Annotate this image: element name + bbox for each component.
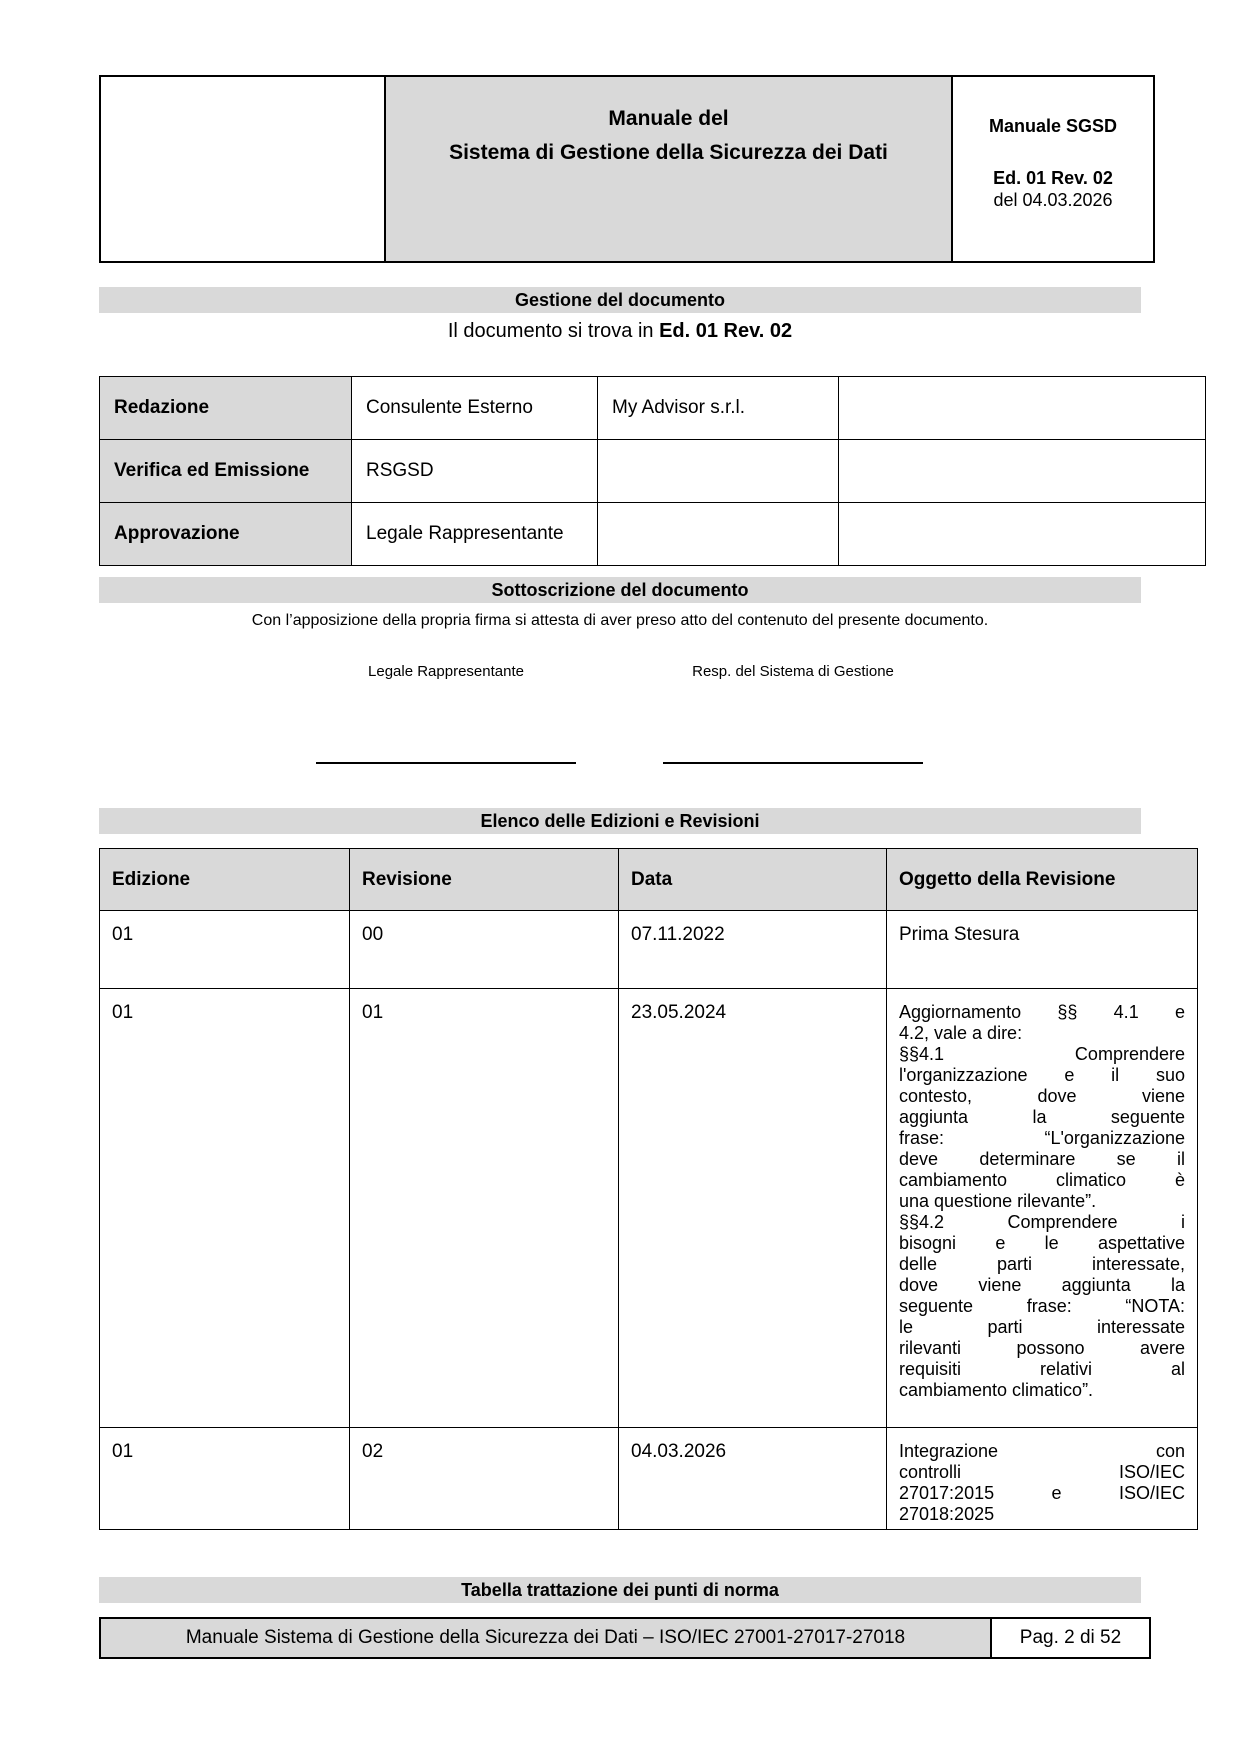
location-prefix: Il documento si trova in — [447, 320, 660, 342]
revision-text-line: le parti interessate — [899, 1317, 1185, 1337]
document-title-cell — [385, 76, 952, 262]
revisions-header-row — [100, 849, 1198, 911]
signature-statement: Con l’apposizione della propria firma si attesta di aver preso atto del contenuto del presente documento. — [251, 612, 989, 629]
revision-text-line: contesto, dove viene — [899, 1086, 1185, 1106]
revision-text-line: §§4.2 Comprendere i — [899, 1212, 1185, 1232]
document-code: Manuale SGSD — [988, 116, 1118, 136]
revision-text-line: controlli ISO/IEC — [899, 1462, 1185, 1482]
column-header-edizione: Edizione — [100, 849, 350, 911]
signature-label-legale: Legale Rappresentante — [368, 663, 524, 680]
section-band-gestione: Gestione del documento — [99, 287, 1141, 313]
row-label-verifica: Verifica ed Emissione — [100, 440, 352, 503]
revision-revisione: 00 — [350, 911, 619, 989]
revision-oggetto: Prima Stesura — [887, 911, 1198, 989]
revision-text-line: Aggiornamento §§ 4.1 e — [899, 1002, 1185, 1022]
revision-edizione: 01 — [100, 1428, 350, 1530]
section-band-elenco: Elenco delle Edizioni e Revisioni — [99, 808, 1141, 834]
document-title-line1: Manuale del — [608, 107, 729, 130]
column-header-revisione: Revisione — [350, 849, 619, 911]
revision-text-line: Integrazione con — [899, 1441, 1185, 1461]
header-table — [99, 75, 1155, 263]
table-row — [100, 440, 1206, 503]
revision-text-line: bisogni e le aspettative — [899, 1233, 1185, 1253]
logo-cell — [100, 76, 385, 262]
table-row — [100, 377, 1206, 440]
revision-text-line: requisiti relativi al — [899, 1359, 1185, 1379]
revision-text-line: 27017:2015 e ISO/IEC — [899, 1483, 1185, 1503]
column-header-data: Data — [619, 849, 887, 911]
document-code-cell — [952, 76, 1154, 262]
revision-text-line: frase: “L'organizzazione — [899, 1128, 1185, 1148]
approvazione-role: Legale Rappresentante — [352, 503, 598, 566]
revision-oggetto — [887, 1428, 1198, 1530]
row-label-redazione: Redazione — [100, 377, 352, 440]
revisions-table — [99, 848, 1198, 1530]
revision-revisione: 01 — [350, 989, 619, 1428]
location-edition: Ed. 01 Rev. 02 — [659, 320, 793, 342]
section-band-norma: Tabella trattazione dei punti di norma — [99, 1577, 1141, 1603]
revision-row — [100, 911, 1198, 989]
approvazione-extra — [839, 503, 1206, 566]
revision-text-line: cambiamento climatico”. — [899, 1380, 1094, 1400]
footer-document-title: Manuale Sistema di Gestione della Sicurezza dei Dati – ISO/IEC 27001-27017-27018 — [100, 1618, 991, 1658]
revision-text-line: una questione rilevante”. — [899, 1191, 1097, 1211]
verifica-role: RSGSD — [352, 440, 598, 503]
revision-text-line: cambiamento climatico è — [899, 1170, 1185, 1190]
document-edition-date: del 04.03.2026 — [993, 190, 1113, 210]
signature-col-legale — [291, 663, 601, 764]
revision-edizione: 01 — [100, 911, 350, 989]
revision-revisione: 02 — [350, 1428, 619, 1530]
revision-text-line: aggiunta la seguente — [899, 1107, 1185, 1127]
revision-text-line: §§4.1 Comprendere — [899, 1044, 1185, 1064]
revision-row — [100, 989, 1198, 1428]
revision-oggetto — [887, 989, 1198, 1428]
gestione-table — [99, 376, 1206, 566]
page-footer — [99, 1617, 1151, 1659]
revision-row — [100, 1428, 1198, 1530]
document-location-line — [99, 320, 1141, 343]
redazione-role: Consulente Esterno — [352, 377, 598, 440]
column-header-oggetto: Oggetto della Revisione — [887, 849, 1198, 911]
revision-text-line: dove viene aggiunta la — [899, 1275, 1185, 1295]
signature-label-rsg: Resp. del Sistema di Gestione — [692, 663, 894, 680]
redazione-org: My Advisor s.r.l. — [598, 377, 839, 440]
section-band-sottoscrizione: Sottoscrizione del documento — [99, 577, 1141, 603]
document-edition: Ed. 01 Rev. 02 — [993, 168, 1113, 188]
verifica-extra — [839, 440, 1206, 503]
revision-data: 07.11.2022 — [619, 911, 887, 989]
redazione-extra — [839, 377, 1206, 440]
signature-line-legale — [316, 762, 576, 764]
signature-block — [99, 663, 1141, 764]
signature-col-rsg — [638, 663, 948, 764]
document-title-line2: Sistema di Gestione della Sicurezza dei Dati — [449, 141, 888, 164]
revision-text-line: l'organizzazione e il suo — [899, 1065, 1185, 1085]
table-row — [100, 503, 1206, 566]
revision-data: 04.03.2026 — [619, 1428, 887, 1530]
revision-text-line: rilevanti possono avere — [899, 1338, 1185, 1358]
signature-line-rsg — [663, 762, 923, 764]
revision-edizione: 01 — [100, 989, 350, 1428]
revision-data: 23.05.2024 — [619, 989, 887, 1428]
footer-page-number: Pag. 2 di 52 — [991, 1618, 1150, 1658]
verifica-org — [598, 440, 839, 503]
revision-text-line: delle parti interessate, — [899, 1254, 1185, 1274]
approvazione-org — [598, 503, 839, 566]
revision-text-line: seguente frase: “NOTA: — [899, 1296, 1185, 1316]
revision-text-line: deve determinare se il — [899, 1149, 1185, 1169]
revision-text-line: 4.2, vale a dire: — [899, 1023, 1023, 1043]
revision-text-line: 27018:2025 — [899, 1504, 995, 1524]
row-label-approvazione: Approvazione — [100, 503, 352, 566]
